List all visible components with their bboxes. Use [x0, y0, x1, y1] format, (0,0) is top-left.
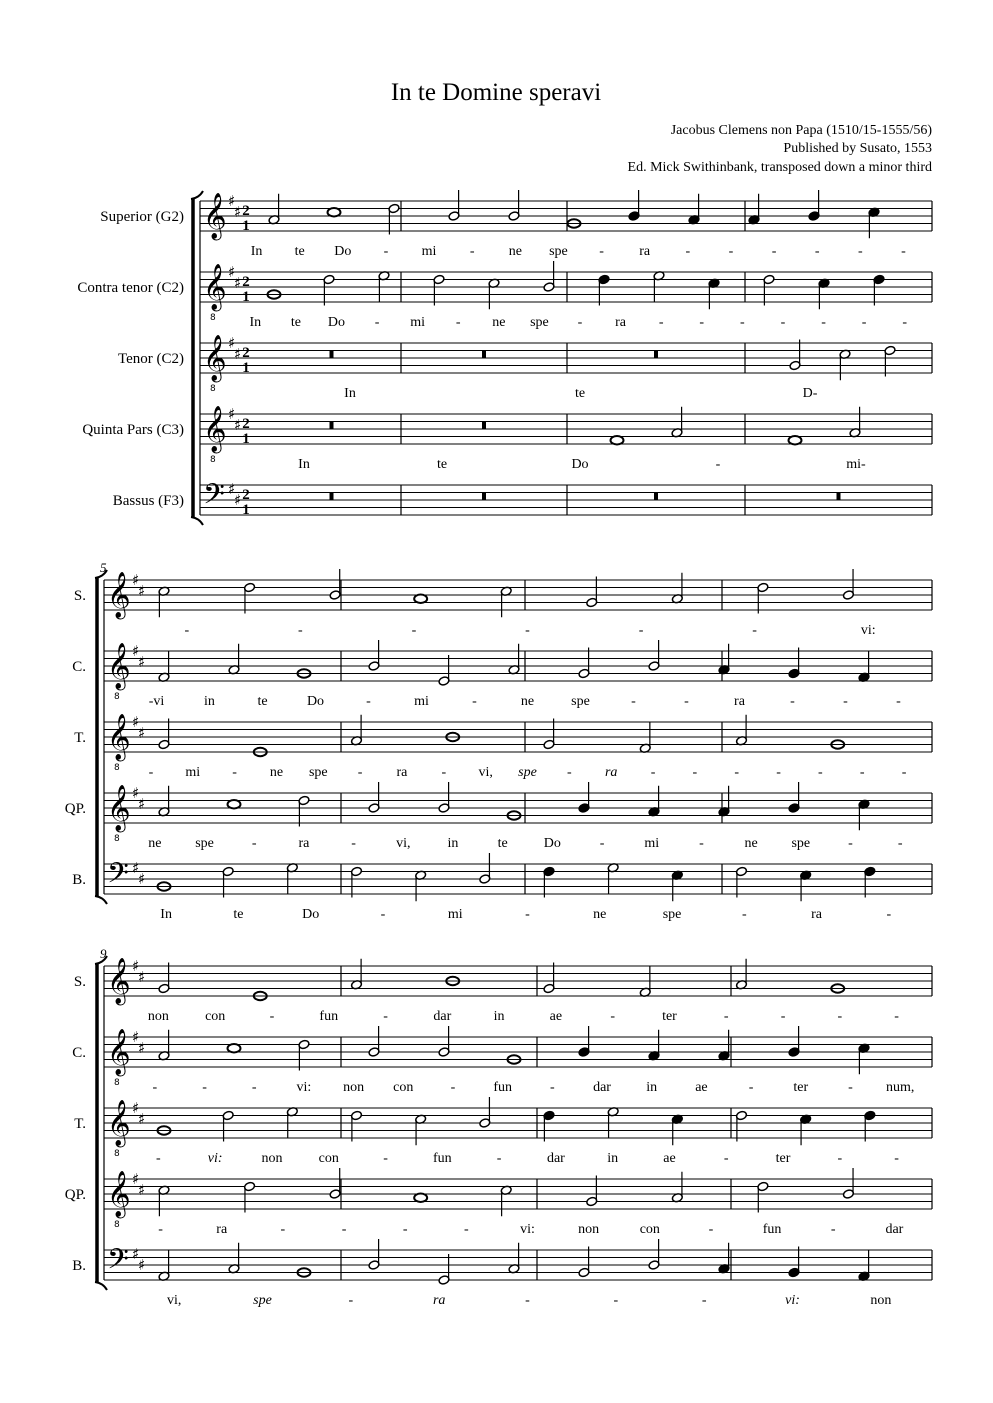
- sharp-icon: ♯: [234, 416, 242, 434]
- bass-clef-icon: 𝄢: [107, 857, 129, 897]
- breve-rest-icon: [654, 351, 658, 359]
- breve-rest-icon: [482, 351, 486, 359]
- octave-down-mark-icon: 8: [210, 455, 216, 465]
- lyric-syllable: In: [249, 315, 262, 330]
- lyric-syllable: -: [843, 694, 848, 709]
- treble-clef-icon: 𝄞: [107, 572, 131, 618]
- lyric-syllable: -: [894, 1151, 899, 1166]
- lyric-syllable: -: [685, 244, 691, 259]
- lyric-syllable: spe: [662, 907, 682, 922]
- lyric-syllable: -: [610, 1009, 616, 1024]
- lyric-syllable: non: [870, 1293, 892, 1308]
- lyric-syllable: -: [734, 765, 740, 780]
- sharp-icon: ♯: [132, 784, 140, 802]
- lyric-syllable: -: [464, 1222, 469, 1237]
- lyric-syllable: -: [861, 315, 867, 330]
- lyric-syllable: -: [780, 315, 786, 330]
- sharp-icon: ♯: [234, 203, 242, 221]
- lyric-syllable: In: [160, 907, 172, 922]
- sharp-icon: ♯: [138, 870, 146, 888]
- lyric-syllable: -: [469, 244, 475, 259]
- lyric-syllable: te: [497, 836, 508, 851]
- lyric-syllable: -: [613, 1293, 619, 1308]
- lyric-syllable: -: [567, 765, 572, 780]
- part-label: Superior (G2): [100, 209, 184, 225]
- time-signature-top: 2: [242, 345, 250, 361]
- system-1: [77, 190, 932, 525]
- lyric-syllable: -: [699, 315, 705, 330]
- sharp-icon: ♯: [234, 345, 242, 363]
- part-label: Quinta Pars (C3): [82, 422, 184, 438]
- lyric-syllable: -: [857, 244, 863, 259]
- lyric-syllable: -: [366, 694, 371, 709]
- lyric-syllable: ae: [549, 1009, 563, 1024]
- breve-rest-icon: [330, 351, 334, 359]
- lyric-syllable: non: [578, 1222, 600, 1237]
- lyric-syllable: spe: [791, 836, 811, 851]
- lyric-syllable: ra: [811, 907, 823, 922]
- lyric-syllable: -: [818, 765, 823, 780]
- sharp-icon: ♯: [228, 405, 236, 423]
- time-signature-bottom: 1: [242, 218, 250, 234]
- lyric-syllable: mi: [410, 315, 426, 330]
- staff-quinta: [65, 782, 932, 851]
- lyric-syllable: mi: [421, 244, 437, 259]
- lyric-syllable: te: [290, 315, 301, 330]
- lyric-syllable: fun: [762, 1222, 782, 1237]
- lyric-syllable: In: [298, 457, 310, 472]
- lyric-syllable: -: [776, 765, 781, 780]
- staff-bassus: [113, 478, 932, 518]
- lyric-syllable: -: [901, 765, 907, 780]
- lyric-syllable: Do: [543, 836, 561, 851]
- lyric-syllable: Do: [571, 457, 589, 472]
- lyric-syllable: -: [723, 1009, 729, 1024]
- part-label: C.: [72, 659, 86, 675]
- lyric-syllable: -: [684, 694, 689, 709]
- lyric-syllable: vi:: [860, 623, 876, 638]
- lyric-syllable: vi,: [396, 836, 411, 851]
- system-2: [65, 560, 932, 922]
- sharp-icon: ♯: [132, 571, 140, 589]
- part-label: S.: [73, 974, 86, 990]
- lyric-syllable: -: [550, 1080, 555, 1095]
- octave-down-mark-icon: 8: [114, 692, 120, 702]
- lyric-syllable: dar: [593, 1080, 611, 1095]
- lyric-syllable: Do: [302, 907, 320, 922]
- lyric-syllable: te: [436, 457, 448, 472]
- staff-bassus: [72, 853, 932, 922]
- bracket-bottom-hook: [95, 1282, 107, 1290]
- sharp-icon: ♯: [132, 1099, 140, 1117]
- treble-clef-icon: 𝄞: [107, 1171, 131, 1217]
- bracket-top-hook: [191, 191, 203, 199]
- lyric-syllable: in: [204, 694, 215, 709]
- time-signature-bottom: 1: [242, 502, 250, 518]
- lyric-syllable: ne: [492, 315, 506, 330]
- treble-clef-icon: 𝄞: [107, 714, 131, 760]
- time-signature-bottom: 1: [242, 431, 250, 447]
- lyric-syllable: -: [450, 1080, 456, 1095]
- lyric-syllable: mi: [447, 907, 463, 922]
- staff-superior: [100, 190, 932, 259]
- lyric-syllable: con: [639, 1222, 660, 1237]
- systems-layer: [65, 190, 932, 1308]
- lyric-syllable: -: [740, 315, 745, 330]
- composer-credit: Jacobus Clemens non Papa (1510/15-1555/56): [670, 123, 932, 138]
- lyric-syllable: -: [251, 1080, 257, 1095]
- lyric-syllable: -: [599, 836, 605, 851]
- lyric-syllable: -: [728, 244, 734, 259]
- lyric-syllable: -: [848, 1080, 853, 1095]
- lyric-syllable: con: [393, 1080, 414, 1095]
- treble-clef-icon: 𝄞: [107, 958, 131, 1004]
- lyric-syllable: -: [723, 1151, 729, 1166]
- sharp-icon: ♯: [138, 795, 146, 813]
- lyric-syllable: Do: [334, 244, 352, 259]
- lyric-syllable: -: [830, 1222, 836, 1237]
- octave-down-mark-icon: 8: [210, 384, 216, 394]
- lyric-syllable: -: [383, 1151, 388, 1166]
- lyric-syllable: -: [184, 623, 190, 638]
- lyric-syllable: te: [233, 907, 244, 922]
- lyric-syllable: -: [525, 1293, 530, 1308]
- treble-clef-icon: 𝄞: [203, 406, 227, 452]
- part-label: B.: [72, 1258, 86, 1274]
- lyric-syllable: ter: [775, 1151, 791, 1166]
- lyric-syllable: vi:: [520, 1222, 535, 1237]
- sharp-icon: ♯: [138, 1181, 146, 1199]
- lyric-syllable: -: [269, 1009, 275, 1024]
- editor-credit: Ed. Mick Swithinbank, transposed down a minor third: [627, 160, 932, 175]
- lyric-syllable: D-: [802, 386, 818, 401]
- lyric-syllable: spe: [571, 694, 590, 709]
- bass-clef-icon: 𝄢: [203, 478, 225, 518]
- sharp-icon: ♯: [234, 491, 242, 509]
- lyric-syllable: -: [402, 1222, 408, 1237]
- octave-down-mark-icon: 8: [114, 763, 120, 773]
- octave-down-mark-icon: 8: [114, 1220, 120, 1230]
- lyric-syllable: ter: [793, 1080, 809, 1095]
- lyric-syllable: -: [701, 1293, 707, 1308]
- lyric-syllable: ne: [744, 836, 758, 851]
- sharp-icon: ♯: [138, 1256, 146, 1274]
- time-signature-top: 2: [242, 416, 250, 432]
- staff-bassus: [72, 1239, 932, 1308]
- lyric-syllable: -: [525, 623, 530, 638]
- time-signature-top: 2: [242, 487, 250, 503]
- lyric-syllable: -: [577, 315, 583, 330]
- lyric-syllable: -: [848, 836, 853, 851]
- lyric-syllable: -: [232, 765, 237, 780]
- lyric-syllable: -: [699, 836, 704, 851]
- lyric-syllable: -: [896, 694, 901, 709]
- treble-clef-icon: 𝄞: [203, 264, 227, 310]
- score-title: In te Domine speravi: [390, 79, 602, 106]
- lyric-syllable: ra: [396, 765, 408, 780]
- lyric-syllable: ra: [734, 694, 745, 709]
- lyric-syllable: dar: [885, 1222, 904, 1237]
- lyric-syllable: con: [205, 1009, 226, 1024]
- bass-clef-icon: 𝄢: [107, 1243, 129, 1283]
- treble-clef-icon: 𝄞: [107, 1100, 131, 1146]
- part-label: QP.: [64, 1187, 86, 1203]
- measure-number: 5: [100, 560, 107, 575]
- lyric-syllable: -: [158, 1222, 163, 1237]
- lyric-syllable: -: [821, 315, 826, 330]
- lyric-syllable: mi-: [846, 457, 866, 472]
- lyric-syllable: -: [148, 765, 154, 780]
- lyric-syllable: mi: [185, 765, 201, 780]
- lyric-syllable: spe: [308, 765, 328, 780]
- part-label: S.: [73, 588, 86, 604]
- staff-superior: [74, 957, 932, 1024]
- lyric-syllable: spe: [518, 765, 537, 780]
- sharp-icon: ♯: [228, 334, 236, 352]
- lyric-syllable: vi,: [478, 765, 493, 780]
- lyric-syllable: -: [383, 244, 389, 259]
- bracket-bottom-hook: [191, 517, 203, 525]
- lyric-syllable: -: [357, 765, 363, 780]
- lyric-syllable: -: [837, 1151, 843, 1166]
- lyric-syllable: -: [441, 765, 447, 780]
- lyric-syllable: fun: [319, 1009, 339, 1024]
- lyric-syllable: ne: [520, 694, 535, 709]
- lyric-syllable: -: [741, 907, 747, 922]
- lyric-syllable: spe: [253, 1293, 272, 1308]
- lyric-syllable: ter: [662, 1009, 677, 1024]
- sharp-icon: ♯: [138, 1110, 146, 1128]
- part-label: Contra tenor (C2): [77, 280, 184, 296]
- lyric-syllable: ra: [615, 315, 627, 330]
- lyric-syllable: -: [692, 765, 698, 780]
- whole-note: [228, 800, 241, 808]
- lyric-syllable: -: [202, 1080, 207, 1095]
- lyric-syllable: non: [147, 1009, 169, 1024]
- treble-clef-icon: 𝄞: [107, 643, 131, 689]
- sharp-icon: ♯: [138, 1039, 146, 1057]
- lyric-syllable: In: [250, 244, 263, 259]
- time-signature-bottom: 1: [242, 289, 250, 305]
- lyric-syllable: -: [455, 315, 461, 330]
- lyric-syllable: -: [374, 315, 380, 330]
- time-signature-top: 2: [242, 203, 250, 219]
- lyric-syllable: -: [748, 1080, 754, 1095]
- lyric-syllable: spe: [530, 315, 549, 330]
- lyric-syllable: -: [156, 1151, 161, 1166]
- whole-note: [414, 1194, 427, 1202]
- lyric-syllable: -: [771, 244, 777, 259]
- lyric-syllable: in: [607, 1151, 619, 1166]
- octave-down-mark-icon: 8: [210, 313, 216, 323]
- breve-rest-icon: [482, 422, 486, 430]
- lyric-syllable: ra: [604, 765, 618, 780]
- lyric-syllable: dar: [546, 1151, 565, 1166]
- sharp-icon: ♯: [132, 859, 140, 877]
- octave-down-mark-icon: 8: [114, 834, 120, 844]
- lyric-syllable: -: [859, 765, 865, 780]
- lyric-syllable: -: [251, 836, 257, 851]
- part-label: QP.: [64, 801, 86, 817]
- lyric-syllable: Do: [306, 694, 325, 709]
- lyric-syllable: ne: [148, 836, 162, 851]
- lyric-syllable: -: [658, 315, 664, 330]
- staff-tenor: [118, 334, 932, 401]
- sharp-icon: ♯: [132, 713, 140, 731]
- lyric-syllable: -: [902, 315, 908, 330]
- breve-rest-icon: [482, 493, 486, 501]
- whole-note: [414, 595, 427, 603]
- staff-tenor: [74, 713, 932, 780]
- sharp-icon: ♯: [138, 582, 146, 600]
- lyric-syllable: -: [708, 1222, 714, 1237]
- lyric-syllable: -: [752, 623, 757, 638]
- part-label: B.: [72, 872, 86, 888]
- whole-note: [328, 208, 341, 216]
- lyric-syllable: -: [472, 694, 477, 709]
- sharp-icon: ♯: [138, 968, 146, 986]
- lyric-syllable: ne: [508, 244, 522, 259]
- lyric-syllable: -: [631, 694, 636, 709]
- lyric-syllable: -: [599, 244, 604, 259]
- lyric-syllable: -: [348, 1293, 354, 1308]
- lyric-syllable: -: [280, 1222, 286, 1237]
- system-3: [65, 946, 932, 1308]
- part-label: Bassus (F3): [112, 493, 184, 509]
- lyric-syllable: ne: [593, 907, 607, 922]
- treble-clef-icon: 𝄞: [203, 193, 227, 239]
- lyric-syllable: in: [493, 1009, 505, 1024]
- lyric-syllable: in: [646, 1080, 658, 1095]
- lyric-syllable: non: [261, 1151, 283, 1166]
- lyric-syllable: ra: [639, 244, 651, 259]
- lyric-syllable: -: [894, 1009, 899, 1024]
- lyric-syllable: spe: [195, 836, 214, 851]
- octave-down-mark-icon: 8: [114, 1149, 120, 1159]
- sharp-icon: ♯: [132, 1170, 140, 1188]
- octave-down-mark-icon: 8: [114, 1078, 120, 1088]
- sharp-icon: ♯: [228, 192, 236, 210]
- lyric-syllable: ra: [432, 1293, 446, 1308]
- lyric-syllable: -: [886, 907, 892, 922]
- staff-contra: [77, 261, 932, 330]
- lyric-syllable: ae: [695, 1080, 708, 1095]
- sharp-icon: ♯: [138, 724, 146, 742]
- breve-rest-icon: [837, 493, 841, 501]
- lyric-syllable: In: [344, 386, 356, 401]
- lyric-syllable: te: [257, 694, 268, 709]
- lyric-syllable: -: [715, 457, 721, 472]
- staff-quinta: [65, 1168, 932, 1237]
- breve-rest-icon: [330, 493, 334, 501]
- lyric-syllable: vi:: [207, 1151, 223, 1166]
- part-label: Tenor (C2): [117, 351, 184, 367]
- sharp-icon: ♯: [132, 957, 140, 975]
- lyric-syllable: -: [638, 623, 644, 638]
- lyric-syllable: -: [901, 244, 906, 259]
- lyric-syllable: -: [152, 1080, 158, 1095]
- lyric-syllable: te: [574, 386, 586, 401]
- sharp-icon: ♯: [228, 263, 236, 281]
- lyric-syllable: ne: [269, 765, 284, 780]
- lyric-syllable: vi:: [785, 1293, 800, 1308]
- lyric-syllable: -: [780, 1009, 786, 1024]
- staff-superior: [74, 569, 932, 638]
- lyric-syllable: vi:: [296, 1080, 312, 1095]
- lyric-syllable: -: [298, 623, 303, 638]
- staff-contra: [72, 640, 932, 709]
- staff-tenor: [74, 1097, 932, 1166]
- publisher-credit: Published by Susato, 1553: [783, 141, 932, 156]
- lyric-syllable: te: [294, 244, 305, 259]
- whole-note: [228, 1044, 241, 1052]
- lyric-syllable: num,: [885, 1080, 915, 1095]
- lyric-syllable: -: [897, 836, 903, 851]
- lyric-syllable: dar: [433, 1009, 452, 1024]
- lyric-syllable: -: [351, 836, 356, 851]
- treble-clef-icon: 𝄞: [107, 785, 131, 831]
- whole-note: [611, 436, 624, 444]
- time-signature-bottom: 1: [242, 360, 250, 376]
- lyric-syllable: ra: [298, 836, 310, 851]
- lyric-syllable: -: [814, 244, 820, 259]
- lyric-syllable: mi: [644, 836, 660, 851]
- lyric-syllable: -: [650, 765, 656, 780]
- lyric-syllable: ra: [216, 1222, 228, 1237]
- lyric-syllable: -vi: [148, 694, 165, 709]
- sharp-icon: ♯: [132, 1245, 140, 1263]
- lyric-syllable: in: [447, 836, 459, 851]
- sharp-icon: ♯: [132, 1028, 140, 1046]
- measure-number: 9: [100, 946, 107, 961]
- lyric-syllable: -: [341, 1222, 347, 1237]
- whole-note: [789, 436, 802, 444]
- breve-rest-icon: [330, 422, 334, 430]
- lyric-syllable: non: [343, 1080, 365, 1095]
- lyric-syllable: mi: [414, 694, 429, 709]
- staff-quinta: [82, 405, 932, 472]
- bracket-bottom-hook: [95, 896, 107, 904]
- breve-rest-icon: [654, 493, 658, 501]
- lyric-syllable: -: [380, 907, 386, 922]
- lyric-syllable: ae: [663, 1151, 676, 1166]
- sharp-icon: ♯: [234, 274, 242, 292]
- part-label: C.: [72, 1045, 86, 1061]
- part-label: T.: [74, 730, 86, 746]
- lyric-syllable: spe: [549, 244, 568, 259]
- lyric-syllable: fun: [493, 1080, 512, 1095]
- treble-clef-icon: 𝄞: [107, 1029, 131, 1075]
- lyric-syllable: -: [411, 623, 417, 638]
- lyric-syllable: -: [383, 1009, 388, 1024]
- sharp-icon: ♯: [138, 653, 146, 671]
- sharp-icon: ♯: [228, 480, 236, 498]
- lyric-syllable: con: [318, 1151, 339, 1166]
- lyric-syllable: -: [525, 907, 530, 922]
- part-label: T.: [74, 1116, 86, 1132]
- lyric-syllable: -: [790, 694, 795, 709]
- lyric-syllable: Do: [327, 315, 346, 330]
- lyric-syllable: -: [496, 1151, 502, 1166]
- lyric-syllable: -: [837, 1009, 843, 1024]
- lyric-syllable: vi,: [166, 1293, 182, 1308]
- time-signature-top: 2: [242, 274, 250, 290]
- staff-contra: [72, 1026, 932, 1095]
- treble-clef-icon: 𝄞: [203, 335, 227, 381]
- lyric-syllable: fun: [432, 1151, 452, 1166]
- sharp-icon: ♯: [132, 642, 140, 660]
